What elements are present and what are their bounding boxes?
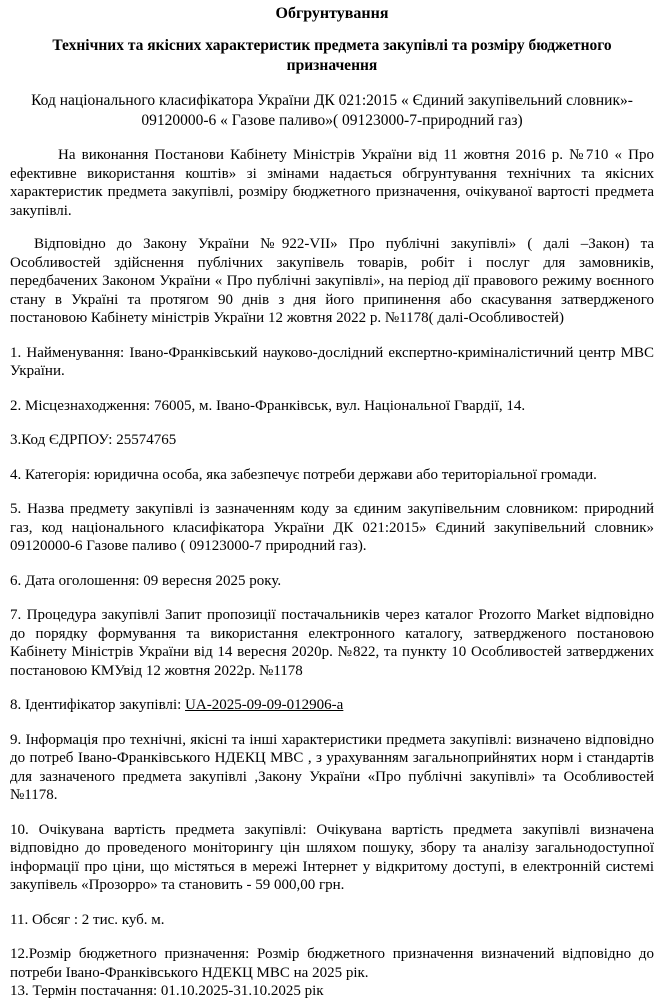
intro-paragraph-1: На виконання Постанови Кабінету Міністрів України від 11 жовтня 2016 р. №710 « Про ефективне використання коштів» зі змінами надається обгрунтування технічних та якісних характеристик предмета закупівлі, розміру бюджетного призначення, очікуваної вартості предмета закупівлі. — [10, 147, 654, 219]
document-subtitle: Технічних та якісних характеристик предмета закупівлі та розміру бюджетного призначення — [52, 37, 612, 74]
item-9-characteristics: 9. Інформація про технічні, якісні та інші характеристики предмета закупівлі: визначено відповідно до потреб Івано-Франківського НДЕКЦ МВС , з урахуванням загальноприйнятих норм і стандартів для зазначеного предмета закупівлі ,Закону України «Про публічні закупівлі» та Особливостей №1178. — [10, 731, 654, 803]
item-1-name: 1. Найменування: Івано-Франківський науково-дослідний експертно-криміналістичний центр МВС України. — [10, 344, 654, 379]
item-7-procedure: 7. Процедура закупівлі Запит пропозиції постачальників через каталог Prozorro Market відповідно до порядку формування та використання електронного каталогу, затвердженого постановою Кабінету Міністрів України від 14 вересня 2020р. №822, та пункту 10 Особливостей затверджених постановою КМУвід 12 жовтня 2022р. №1178 — [10, 607, 654, 679]
item-12-budget: 12.Розмір бюджетного призначення: Розмір бюджетного призначення визначений відповідно до потреби Івано-Франківського НДЕКЦ МВС на 2025 рік. — [10, 946, 654, 981]
item-3-edrpou: 3.Код ЄДРПОУ: 25574765 — [10, 432, 177, 448]
document-page — [10, 0, 654, 1001]
intro-paragraph-2: Відповідно до Закону України №922-VII» Про публічні закупівлі» ( далі –Закон) та Особливостей здійснення публічних закупівель товарів, робіт і послуг для замовників, передбачених Законом України « Про публічні закупівлі», на період дії правового режиму воєнного стану в Україні та протягом 90 днів з дня його припинення або скасування затвердженого постановою Кабінету міністрів України 12 жовтня 2022 р. №1178( далі-Особливостей) — [10, 236, 654, 326]
item-8-identifier — [10, 696, 654, 715]
item-10-expected-cost: 10. Очікувана вартість предмета закупівлі: Очікувана вартість предмета закупівлі визначена відповідно до проведеного моніторингу цін шляхом пошуку, збору та аналізу загальнодоступної інформації про ціни, що містяться в мережі Інтернет у відкритому доступі, в електронній системі закупівель «Прозорро» та становить - 59 000,00 грн. — [10, 821, 654, 893]
item-6-date: 6. Дата оголошення: 09 вересня 2025 року. — [10, 572, 282, 589]
identifier-link[interactable]: UA-2025-09-09-012906-a — [185, 697, 344, 713]
identifier-label: 8. Ідентифікатор закупівлі: — [10, 697, 186, 713]
item-2-location: 2. Місцезнаходження: 76005, м. Івано-Франківськ, вул. Національної Гвардії, 14. — [10, 397, 526, 414]
item-11-volume: 11. Обсяг : 2 тис. куб. м. — [10, 911, 165, 928]
item-5-subject: 5. Назва предмету закупівлі із зазначенням коду за єдиним закупівельним словником: природний газ, код національного класифікатора України ДК 021:2015» Єдиний закупівельний словник» 09120000-6 Газове паливо ( 09123000-7 природний газ). — [10, 501, 654, 554]
item-4-category: 4. Категорія: юридична особа, яка забезпечує потреби держави або територіальної громади. — [10, 466, 597, 483]
document-title: Обгрунтування — [275, 5, 389, 22]
classifier-code-line: Код національного класифікатора України ДК 021:2015 « Єдиний закупівельний словник»- 09120000-6 « Газове паливо»( 09123000-7-природний газ) — [31, 92, 633, 129]
item-13-delivery-term: 13. Термін постачання: 01.10.2025-31.10.2025 рік — [10, 983, 324, 999]
